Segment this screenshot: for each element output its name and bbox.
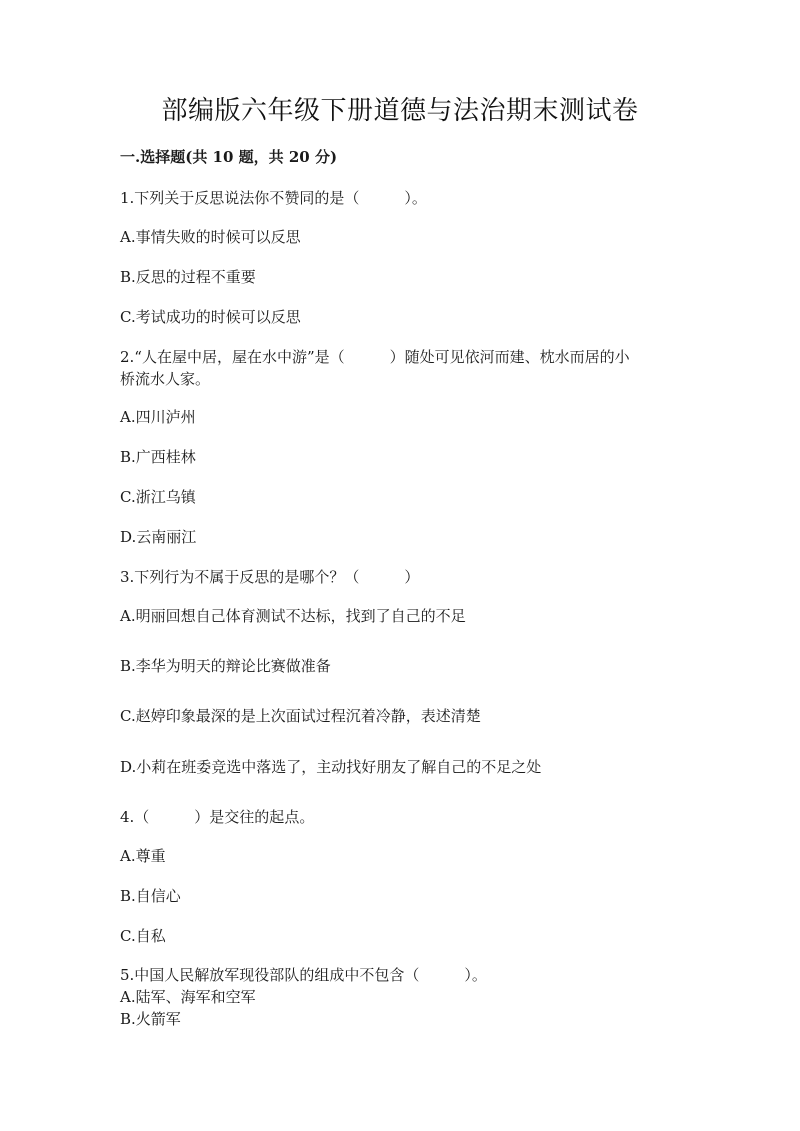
question-1-option-b: B.反思的过程不重要 [120, 268, 256, 286]
question-3-stem: 3.下列行为不属于反思的是哪个？（ ） [120, 568, 420, 586]
question-2-option-d: D.云南丽江 [120, 528, 197, 546]
question-2-option-b: B.广西桂林 [120, 448, 196, 466]
section-heading: 一.选择题(共 10 题，共 20 分) [120, 148, 338, 166]
question-3-option-a: A.明丽回想自己体育测试不达标，找到了自己的不足 [120, 607, 466, 625]
question-5-stem: 5.中国人民解放军现役部队的组成中不包含（ ）。 [120, 966, 487, 984]
question-1-stem: 1.下列关于反思说法你不赞同的是（ ）。 [120, 189, 427, 207]
question-3-option-b: B.李华为明天的辩论比赛做准备 [120, 657, 331, 675]
question-2-option-a: A.四川泸州 [120, 408, 196, 426]
page-title: 部编版六年级下册道德与法治期末测试卷 [161, 96, 639, 126]
question-4-option-a: A.尊重 [120, 847, 166, 865]
question-2-stem-line-2: 桥流水人家。 [120, 370, 211, 388]
question-2-option-c: C.浙江乌镇 [120, 488, 196, 506]
question-3-option-d: D.小莉在班委竞选中落选了，主动找好朋友了解自己的不足之处 [120, 758, 542, 776]
question-3-option-c: C.赵婷印象最深的是上次面试过程沉着冷静，表述清楚 [120, 707, 481, 725]
question-4-stem: 4.（ ）是交往的起点。 [120, 808, 315, 826]
question-4-option-c: C.自私 [120, 927, 166, 945]
question-1-option-a: A.事情失败的时候可以反思 [120, 228, 301, 246]
question-1-option-c: C.考试成功的时候可以反思 [120, 308, 301, 326]
question-2-stem-line-1: 2.“人在屋中居，屋在水中游”是（ ）随处可见依河而建、枕水而居的小 [120, 348, 630, 366]
question-5-option-b: B.火箭军 [120, 1010, 181, 1028]
question-4-option-b: B.自信心 [120, 887, 181, 905]
question-5-option-a: A.陆军、海军和空军 [120, 988, 256, 1006]
